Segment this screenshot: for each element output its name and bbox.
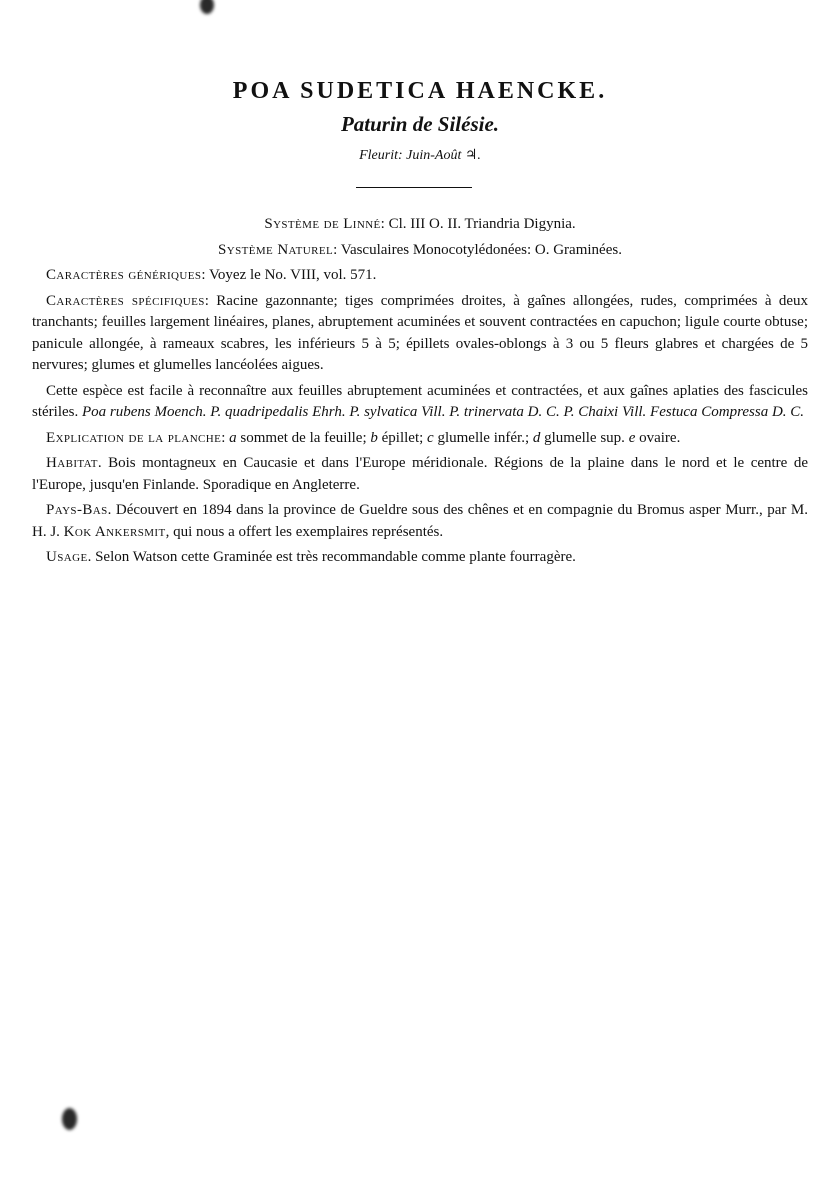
section-naturel: [32, 240, 808, 262]
figure-text-e: ovaire.: [635, 429, 681, 446]
section-linne: [32, 214, 808, 236]
description-body: [32, 214, 808, 573]
section-text: : Voyez le No. VIII, vol. 571.: [201, 267, 377, 283]
section-label: Système Naturel: [218, 241, 334, 258]
section-habitat: [32, 453, 808, 496]
figure-letter-d: d: [532, 429, 541, 446]
section-paysbas: [32, 500, 808, 543]
figure-letter-c: c: [427, 429, 434, 446]
section-text: : Racine gazonnante; tiges comprimées droites, à gaînes allongées, rudes, comprimées à deux tranchants; feuilles largement linéaires, planes, abruptement acuminées et souvent contractées en capuchon; ligule courte obtuse; panicule allongée, à rameaux scabres, les inférieurs 5 à 5; épillets ovales-oblongs à 3 ou 5 fleurs glabres et chargées de 5 nervures; glumes et glumelles lancéolées aigues.: [32, 292, 808, 373]
page-subtitle: Paturin de Silésie.: [340, 112, 500, 136]
section-remarque: [32, 381, 808, 424]
section-text-end: , qui nous a offert les exemplaires représentés.: [165, 523, 444, 540]
section-label: Usage: [46, 549, 88, 565]
figure-letter-e: e: [628, 429, 636, 446]
collector-name: Kok Ankersmit: [63, 523, 166, 540]
section-generiques: [32, 265, 808, 287]
figure-text-a: sommet de la feuille;: [236, 429, 371, 446]
separator: :: [221, 429, 230, 446]
section-label: Explication de la planche: [46, 429, 222, 446]
section-usage: [32, 547, 808, 569]
page-title: POA SUDETICA HAENCKE.: [232, 78, 608, 104]
synonyms: Poa rubens Moench. P. quadripedalis Ehrh. P. sylvatica Vill. P. trinervata D. C. P. Chaixi Vill. Festuca Compressa D. C.: [82, 404, 805, 420]
figure-text-b: épillet;: [377, 429, 428, 446]
figure-letter-a: a: [229, 429, 237, 446]
figure-text-d: glumelle sup.: [540, 429, 629, 446]
figure-text-c: glumelle infér.;: [433, 429, 533, 446]
title-divider: [356, 187, 472, 188]
section-label: Caractères génériques: [46, 267, 202, 283]
section-label: Habitat: [46, 455, 98, 471]
section-label: Caractères spécifiques: [46, 292, 205, 309]
ink-spot-bottom: [62, 1108, 77, 1130]
section-text: . Découvert en 1894 dans la province de Gueldre sous des chênes et en compagnie du Bromus asper Murr., par M. H. J.: [32, 502, 808, 540]
section-explication: [32, 428, 808, 450]
ink-spot-top: [200, 0, 214, 14]
section-label: Pays-Bas: [46, 502, 108, 518]
section-label: Système de Linné: [264, 216, 381, 232]
flowering-period: Fleurit: Juin-Août ♃.: [359, 148, 481, 163]
section-text: : Cl. III O. II. Triandria Digynia.: [380, 216, 576, 232]
section-text: Cette espèce est facile à reconnaître aux feuilles abruptement acuminées et contractées, et aux gaînes aplaties des fascicules stériles.: [32, 382, 808, 420]
section-text: . Bois montagneux en Caucasie et dans l'Europe méridionale. Régions de la plaine dans le nord et le centre de l'Europe, jusqu'en Finlande. Sporadique en Angleterre.: [32, 455, 808, 493]
section-text: : Vasculaires Monocotylédonées: O. Graminées.: [333, 241, 622, 258]
section-text: . Selon Watson cette Graminée est très recommandable comme plante fourragère.: [87, 549, 576, 565]
figure-letter-b: b: [370, 429, 378, 446]
section-specifiques: [32, 291, 808, 377]
